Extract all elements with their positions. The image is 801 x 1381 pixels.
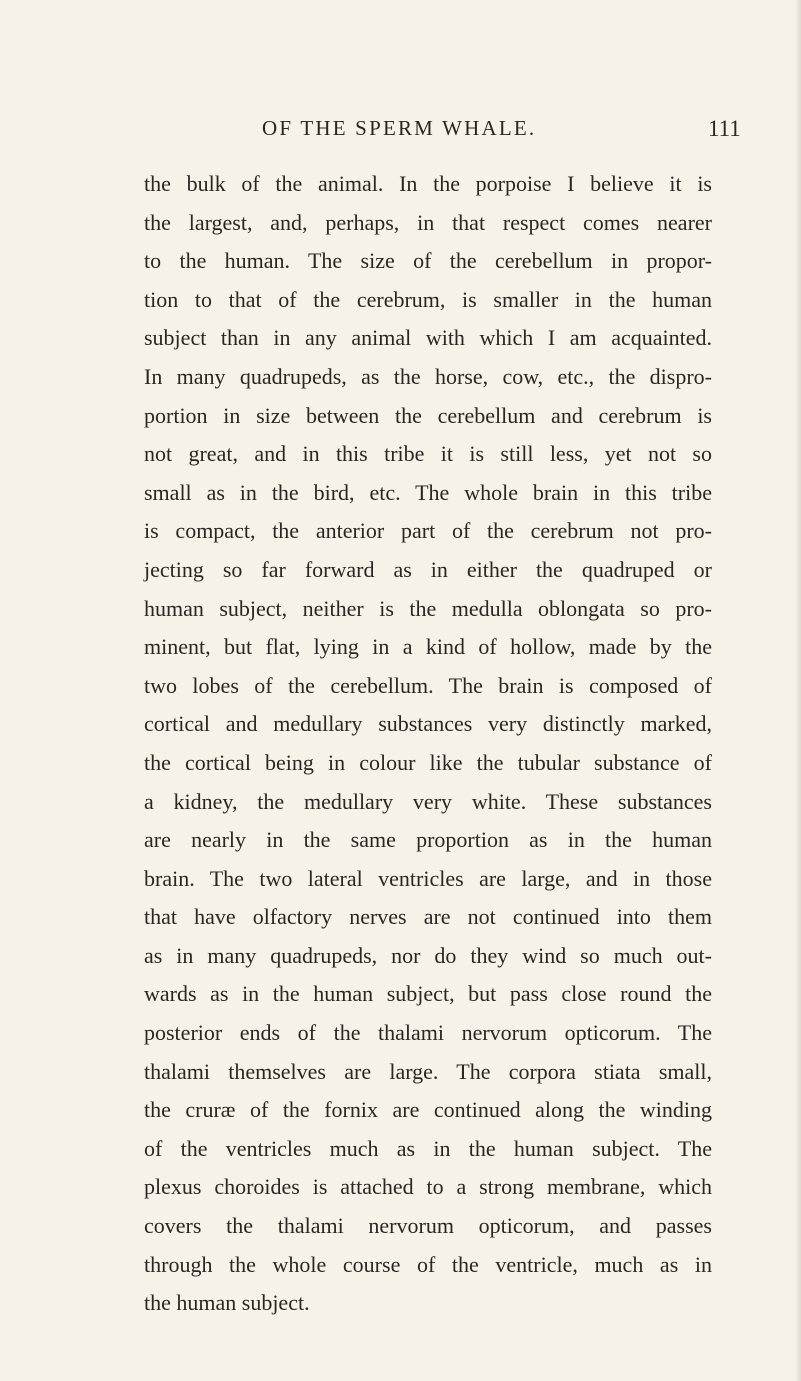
text-line: that have olfactory nerves are not continued into them [144, 904, 712, 930]
text-line: the cruræ of the fornix are continued along the winding [144, 1097, 712, 1123]
text-line: two lobes of the cerebellum. The brain is composed of [144, 672, 712, 698]
text-line: portion in size between the cerebellum and cerebrum is [144, 402, 712, 428]
text-line: human subject, neither is the medulla oblongata so pro- [144, 595, 712, 621]
text-line: thalami themselves are large. The corpora stiata small, [144, 1058, 712, 1084]
text-line: the human subject. [144, 1290, 310, 1316]
text-line: are nearly in the same proportion as in the human [144, 827, 712, 853]
text-line: jecting so far forward as in either the quadruped or [144, 556, 712, 582]
text-line: subject than in any animal with which I am acquainted. [144, 325, 712, 351]
text-line: not great, and in this tribe it is still less, yet not so [144, 441, 712, 467]
text-line: wards as in the human subject, but pass close round the [144, 981, 712, 1007]
text-line: plexus choroides is attached to a strong membrane, which [144, 1174, 712, 1200]
text-line: the largest, and, perhaps, in that respect comes nearer [144, 209, 712, 235]
page-edge-shadow [795, 0, 801, 1381]
text-line: a kidney, the medullary very white. These substances [144, 788, 712, 814]
text-line: In many quadrupeds, as the horse, cow, etc., the dispro- [144, 363, 712, 389]
text-line: brain. The two lateral ventricles are large, and in those [144, 865, 712, 891]
body-paragraph [144, 165, 712, 1323]
text-line: cortical and medullary substances very distinctly marked, [144, 711, 712, 737]
running-title: OF THE SPERM WHALE. [262, 116, 537, 140]
text-line: posterior ends of the thalami nervorum opticorum. The [144, 1020, 712, 1046]
text-line: small as in the bird, etc. The whole brain in this tribe [144, 479, 712, 505]
text-line: minent, but flat, lying in a kind of hollow, made by the [144, 634, 712, 660]
text-line: to the human. The size of the cerebellum in propor- [144, 248, 712, 274]
text-line: as in many quadrupeds, nor do they wind so much out- [144, 942, 712, 968]
text-line: through the whole course of the ventricle, much as in [144, 1251, 712, 1277]
text-line: tion to that of the cerebrum, is smaller in the human [144, 286, 712, 312]
text-line: covers the thalami nervorum opticorum, and passes [144, 1213, 712, 1239]
running-head [0, 116, 801, 150]
page-number: 111 [708, 116, 741, 141]
text-line: the bulk of the animal. In the porpoise I believe it is [144, 171, 712, 196]
text-line: is compact, the anterior part of the cerebrum not pro- [144, 518, 712, 544]
text-line: of the ventricles much as in the human subject. The [144, 1135, 712, 1161]
text-line: the cortical being in colour like the tubular substance of [144, 749, 712, 775]
